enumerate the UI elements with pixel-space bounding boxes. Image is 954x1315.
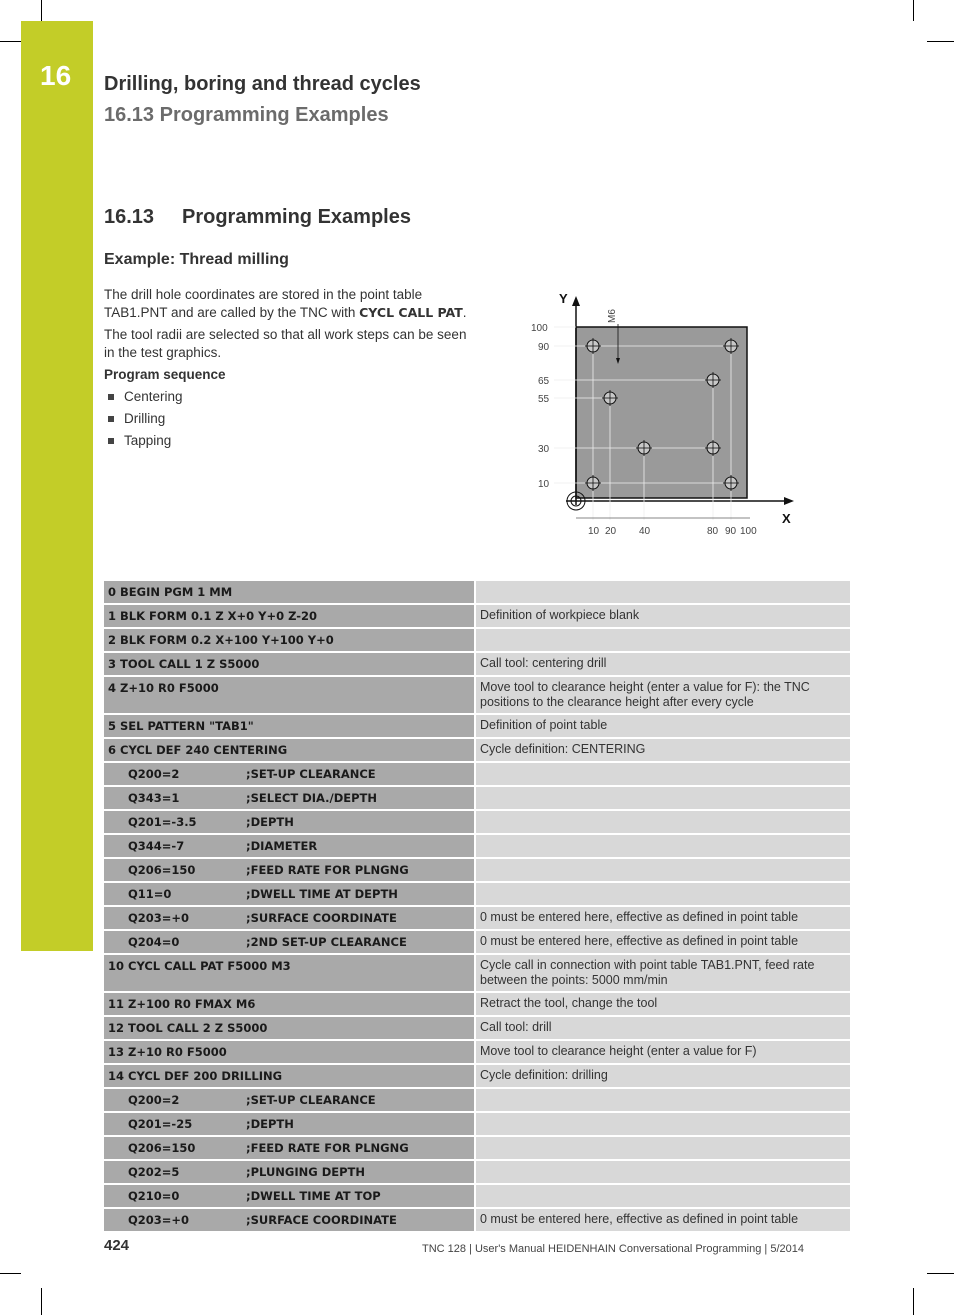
cycle-parameter: Q343=1 — [128, 791, 180, 805]
table-row — [104, 1137, 850, 1161]
program-line — [104, 1161, 474, 1183]
table-row — [104, 859, 850, 883]
program-line-description — [476, 1185, 850, 1207]
section-title: Programming Examples — [182, 206, 411, 228]
cycle-parameter: Q206=150 — [128, 863, 196, 877]
program-line-description: Definition of point table — [476, 715, 850, 737]
program-line-description — [476, 581, 850, 603]
table-row — [104, 1161, 850, 1185]
program-line: 1 BLK FORM 0.1 Z X+0 Y+0 Z-20 — [104, 605, 474, 627]
cycle-parameter: Q344=-7 — [128, 839, 185, 853]
program-line-description — [476, 859, 850, 881]
parameter-comment: ;SET-UP CLEARANCE — [246, 767, 376, 781]
chapter-side-bar — [21, 21, 93, 951]
x-tick-label: 20 — [605, 526, 617, 537]
table-row — [104, 1065, 850, 1089]
program-line-description: Definition of workpiece blank — [476, 605, 850, 627]
program-line: 13 Z+10 R0 F5000 — [104, 1041, 474, 1063]
program-line-description: Retract the tool, change the tool — [476, 993, 850, 1015]
workpiece-plate — [576, 327, 747, 498]
table-row — [104, 1089, 850, 1113]
program-line — [104, 883, 474, 905]
program-line-description: Cycle definition: drilling — [476, 1065, 850, 1087]
table-row — [104, 955, 850, 993]
program-line: 10 CYCL CALL PAT F5000 M3 — [104, 955, 474, 991]
intro-text — [104, 286, 469, 452]
program-line-description: Call tool: centering drill — [476, 653, 850, 675]
step-label: Tapping — [124, 433, 172, 448]
footer-text: TNC 128 | User's Manual HEIDENHAIN Conversational Programming | 5/2014 — [422, 1243, 804, 1255]
program-line — [104, 787, 474, 809]
cycle-parameter: Q210=0 — [128, 1189, 180, 1203]
program-line-description: Move tool to clearance height (enter a value for F) — [476, 1041, 850, 1063]
cycle-parameter: Q203=+0 — [128, 911, 190, 925]
bullet-icon — [108, 438, 114, 444]
table-row — [104, 581, 850, 605]
program-line: 11 Z+100 R0 FMAX M6 — [104, 993, 474, 1015]
table-row — [104, 931, 850, 955]
cycle-parameter: Q201=-3.5 — [128, 815, 197, 829]
table-row — [104, 677, 850, 715]
program-line-description: 0 must be entered here, effective as defined in point table — [476, 931, 850, 953]
step-label: Drilling — [124, 411, 166, 426]
parameter-comment: ;DEPTH — [246, 1117, 294, 1131]
parameter-comment: ;SURFACE COORDINATE — [246, 1213, 397, 1227]
program-line — [104, 931, 474, 953]
crop-mark — [41, 0, 42, 21]
cycle-parameter: Q200=2 — [128, 767, 180, 781]
intro-paragraph-2: The tool radii are selected so that all work steps can be seen in the test graphics. — [104, 327, 467, 360]
bullet-icon — [108, 416, 114, 422]
program-line — [104, 907, 474, 929]
section-heading — [104, 206, 411, 229]
program-line-description — [476, 629, 850, 651]
program-line-description: 0 must be entered here, effective as defined in point table — [476, 907, 850, 929]
table-row — [104, 739, 850, 763]
x-tick-label: 10 — [588, 526, 600, 537]
program-line-description: Move tool to clearance height (enter a value for F): the TNC positions to the clearance height after every cycle — [476, 677, 850, 713]
table-row — [104, 1209, 850, 1233]
y-tick-label: 65 — [538, 376, 550, 387]
program-line: 6 CYCL DEF 240 CENTERING — [104, 739, 474, 761]
program-line: 12 TOOL CALL 2 Z S5000 — [104, 1017, 474, 1039]
section-number: 16.13 — [104, 206, 155, 228]
program-line-description: Cycle call in connection with point table TAB1.PNT, feed rate between the points: 5000 mm/min — [476, 955, 850, 991]
y-tick-label: 10 — [538, 479, 550, 490]
table-row — [104, 787, 850, 811]
chapter-number: 16 — [40, 60, 72, 91]
list-item — [104, 386, 469, 408]
chapter-title: Drilling, boring and thread cycles — [104, 73, 421, 95]
intro-code: CYCL CALL PAT — [359, 305, 463, 320]
parameter-comment: ;FEED RATE FOR PLNGNG — [246, 1141, 409, 1155]
program-line: 2 BLK FORM 0.2 X+100 Y+100 Y+0 — [104, 629, 474, 651]
table-row — [104, 907, 850, 931]
table-row — [104, 1041, 850, 1065]
workpiece-drawing — [530, 290, 791, 550]
table-row — [104, 993, 850, 1017]
list-item — [104, 408, 469, 430]
thread-label: M6 — [607, 309, 618, 323]
x-tick-label: 100 — [740, 526, 757, 537]
intro-text-span: The drill hole coordinates are stored in the point table TAB1.PNT and are called by the TNC with — [104, 287, 423, 320]
parameter-comment: ;SURFACE COORDINATE — [246, 911, 397, 925]
program-line — [104, 859, 474, 881]
program-line: 4 Z+10 R0 F5000 — [104, 677, 474, 713]
cycle-parameter: Q11=0 — [128, 887, 172, 901]
crop-mark — [927, 1273, 954, 1274]
program-line — [104, 1137, 474, 1159]
program-line-description — [476, 1161, 850, 1183]
program-line-description — [476, 811, 850, 833]
y-tick-label: 55 — [538, 394, 550, 405]
x-axis-arrow — [784, 497, 794, 505]
parameter-comment: ;SET-UP CLEARANCE — [246, 1093, 376, 1107]
parameter-comment: ;2ND SET-UP CLEARANCE — [246, 935, 407, 949]
y-axis-arrow — [572, 296, 580, 306]
program-line-description — [476, 1137, 850, 1159]
intro-paragraph-1 — [104, 286, 469, 322]
parameter-comment: ;DIAMETER — [246, 839, 318, 853]
y-axis-label: Y — [559, 291, 568, 306]
program-line — [104, 763, 474, 785]
cycle-parameter: Q206=150 — [128, 1141, 196, 1155]
parameter-comment: ;DEPTH — [246, 815, 294, 829]
program-line-description — [476, 835, 850, 857]
program-table — [104, 581, 850, 1233]
program-line: 14 CYCL DEF 200 DRILLING — [104, 1065, 474, 1087]
parameter-comment: ;DWELL TIME AT TOP — [246, 1189, 381, 1203]
table-row — [104, 763, 850, 787]
table-row — [104, 811, 850, 835]
table-row — [104, 605, 850, 629]
parameter-comment: ;SELECT DIA./DEPTH — [246, 791, 378, 805]
program-line: 0 BEGIN PGM 1 MM — [104, 581, 474, 603]
program-line — [104, 1185, 474, 1207]
step-label: Centering — [124, 389, 183, 404]
example-title: Example: Thread milling — [104, 251, 289, 268]
bullet-icon — [108, 394, 114, 400]
page-number: 424 — [104, 1237, 130, 1254]
table-row — [104, 835, 850, 859]
program-line: 3 TOOL CALL 1 Z S5000 — [104, 653, 474, 675]
program-line — [104, 811, 474, 833]
intro-text-span: . — [462, 305, 467, 320]
program-line — [104, 1089, 474, 1111]
steps-list — [104, 386, 469, 452]
program-line — [104, 1113, 474, 1135]
x-tick-label: 80 — [707, 526, 719, 537]
program-line-description — [476, 1113, 850, 1135]
crop-mark — [913, 1288, 914, 1315]
program-line-description — [476, 1089, 850, 1111]
program-line — [104, 1209, 474, 1231]
program-line-description — [476, 787, 850, 809]
chapter-subtitle: 16.13 Programming Examples — [104, 104, 389, 126]
y-tick-label: 30 — [538, 444, 550, 455]
program-line-description: 0 must be entered here, effective as defined in point table — [476, 1209, 850, 1231]
cycle-parameter: Q201=-25 — [128, 1117, 193, 1131]
y-tick-label: 90 — [538, 342, 550, 353]
program-line: 5 SEL PATTERN "TAB1" — [104, 715, 474, 737]
program-line-description: Call tool: drill — [476, 1017, 850, 1039]
list-item — [104, 430, 469, 452]
program-line-description — [476, 763, 850, 785]
parameter-comment: ;FEED RATE FOR PLNGNG — [246, 863, 409, 877]
table-row — [104, 715, 850, 739]
cycle-parameter: Q200=2 — [128, 1093, 180, 1107]
y-tick-label: 100 — [531, 323, 548, 334]
x-tick-label: 90 — [725, 526, 737, 537]
crop-mark — [927, 41, 954, 42]
program-line — [104, 835, 474, 857]
parameter-comment: ;PLUNGING DEPTH — [246, 1165, 365, 1179]
x-tick-label: 40 — [639, 526, 651, 537]
cycle-parameter: Q202=5 — [128, 1165, 180, 1179]
table-row — [104, 653, 850, 677]
table-row — [104, 1185, 850, 1209]
table-row — [104, 883, 850, 907]
parameter-comment: ;DWELL TIME AT DEPTH — [246, 887, 398, 901]
table-row — [104, 629, 850, 653]
cycle-parameter: Q203=+0 — [128, 1213, 190, 1227]
cycle-parameter: Q204=0 — [128, 935, 180, 949]
crop-mark — [0, 41, 21, 42]
table-row — [104, 1017, 850, 1041]
x-axis-label: X — [782, 511, 791, 526]
program-line-description — [476, 883, 850, 905]
crop-mark — [41, 1288, 42, 1315]
program-sequence-label: Program sequence — [104, 367, 226, 382]
crop-mark — [0, 1273, 21, 1274]
program-line-description: Cycle definition: CENTERING — [476, 739, 850, 761]
crop-mark — [913, 0, 914, 21]
table-row — [104, 1113, 850, 1137]
